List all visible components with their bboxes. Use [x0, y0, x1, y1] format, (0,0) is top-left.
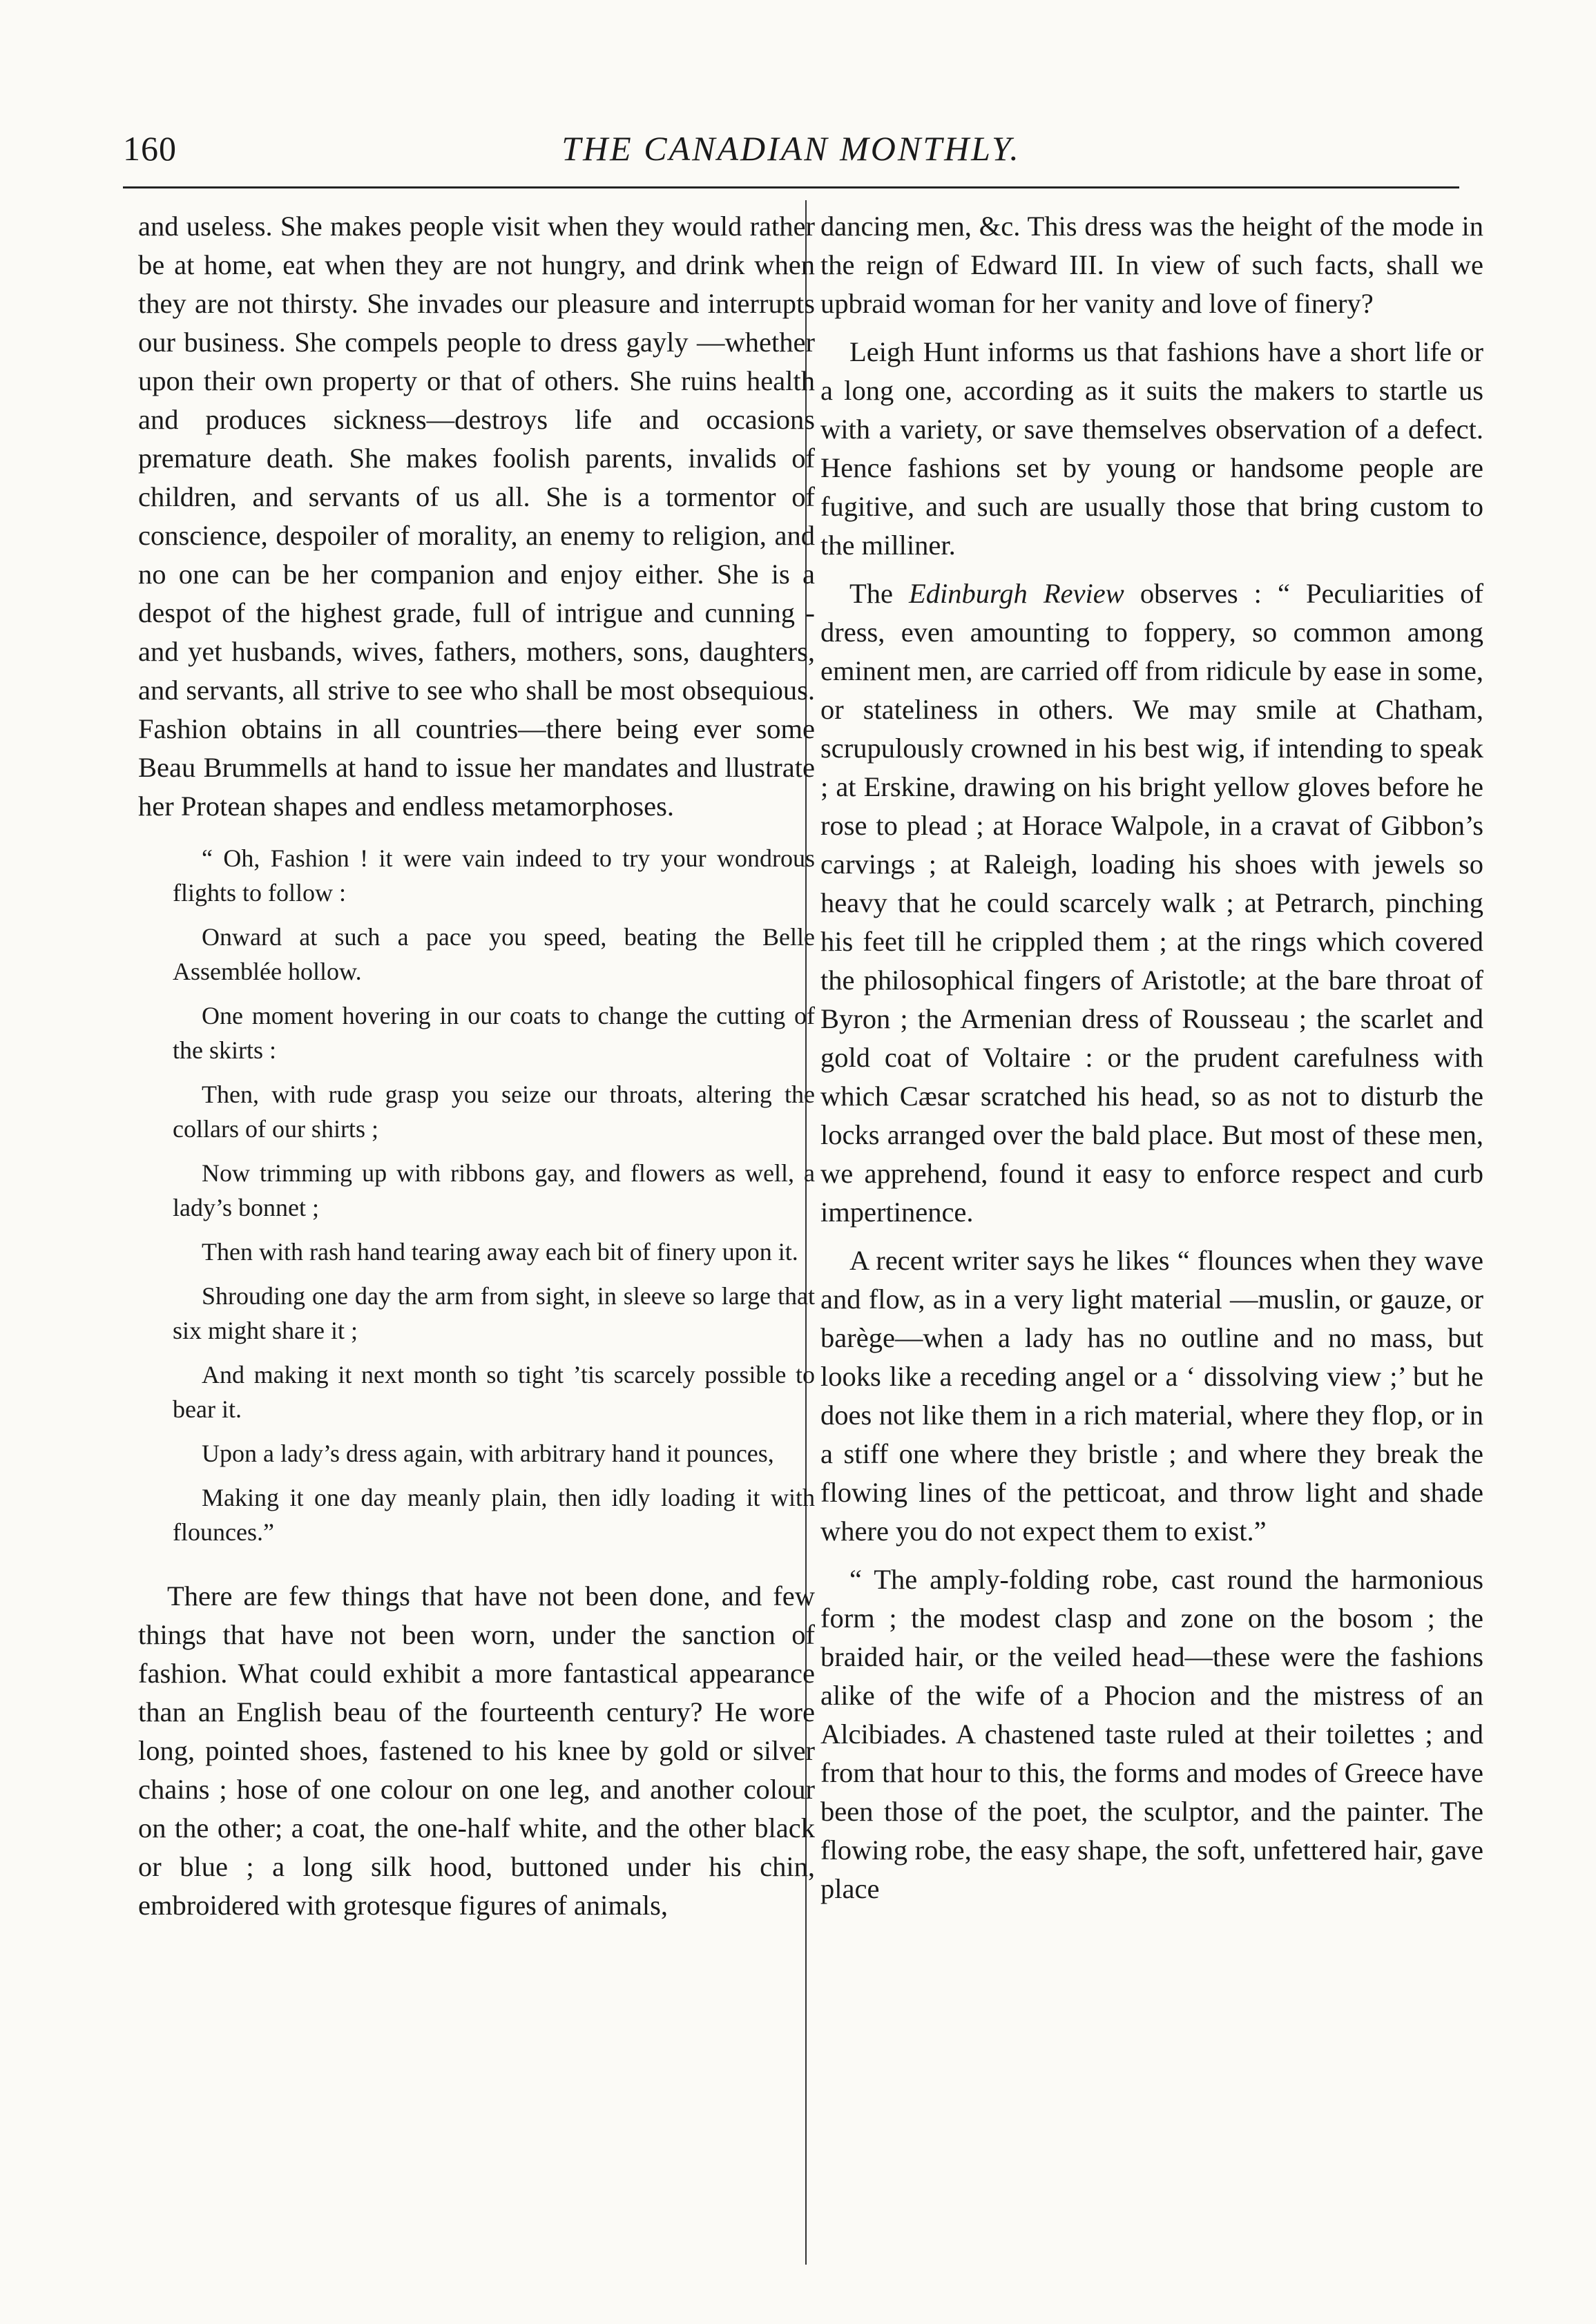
poem-line: And making it next month so tight ’tis scarcely possible to bear it. — [173, 1361, 815, 1423]
poem-line: Then with rash hand tearing away each bit of finery upon it. — [202, 1238, 798, 1266]
paragraph-lead: The — [849, 578, 893, 609]
publication-title: Edinburgh Review — [909, 578, 1124, 609]
right-column — [820, 207, 1483, 1908]
paragraph: A recent writer says he likes “ flounces when they wave and flow, as in a very light material —muslin, or gauze, or barège—when a lady has no outline and no mass, but looks like a receding angel or a ‘ dissolving view ;’ but he does not like them in a rich material, where they flop, or in a stiff one where they bristle ; and where they break the flowing lines of the petticoat, and throw light and shade where you do not expect them to exist.” — [820, 1245, 1483, 1547]
header-rule — [123, 186, 1459, 188]
poem-block — [138, 841, 815, 1549]
running-title: THE CANADIAN MONTHLY. — [561, 129, 1021, 168]
paragraph-text: observes : “ Peculiarities of dress, even amounting to foppery, so common among eminent men, are carried off from ridicule by ease in some, or stateliness in others. We may smile at Chatham, scrupulously crowned in his best wig, if intending to speak ; at Erskine, drawing on his bright yellow gloves before he rose to plead ; at Horace Walpole, in a cravat of Gibbon’s carvings ; at Raleigh, loading his shoes with jewels so heavy that he could scarcely walk ; at Petrarch, pinching his feet till he crippled them ; at the rings which covered the philosophical fingers of Aristotle; at the bare throat of Byron ; the Armenian dress of Rousseau ; the scarlet and gold coat of Voltaire : or the prudent carefulness with which Cæsar scratched his head, so as not to disturb the locks arranged over the bald place. But most of these men, we apprehend, found it easy to enforce respect and curb impertinence. — [820, 578, 1484, 1228]
paragraph — [820, 574, 1483, 1232]
poem-line: Upon a lady’s dress again, with arbitrary hand it pounces, — [202, 1440, 774, 1467]
poem-line: Making it one day meanly plain, then idly loading it with flounces.” — [173, 1484, 815, 1546]
poem-line: Then, with rude grasp you seize our throats, altering the collars of our shirts ; — [173, 1081, 815, 1143]
paragraph: Leigh Hunt informs us that fashions have a short life or a long one, according as it suits the makers to startle us with a variety, or save themselves observation of a defect. Hence fashions set by young or handsome people are fugitive, and such are usually those that bring custom to the milliner. — [820, 336, 1483, 561]
paragraph: and useless. She makes people visit when they would rather be at home, eat when they are not hungry, and drink when they are not thirsty. She invades our pleasure and interrupts our business. She compels people to dress gayly —whether upon their own property or that of others. She ruins health and produces sickness—destroys life and occasions premature death. She makes foolish parents, invalids of children, and servants of us all. She is a tormentor of conscience, despoiler of morality, an enemy to religion, and no one can be her companion and enjoy either. She is a despot of the highest grade, full of intrigue and cunning - and yet husbands, wives, fathers, mothers, sons, daughters, and servants, all strive to see who shall be most obsequious. Fashion obtains in all countries—there being ever some Beau Brummells at hand to issue her mandates and llustrate her Protean shapes and endless metamorphoses. — [138, 211, 815, 822]
poem-line: Now trimming up with ribbons gay, and flowers as well, a lady’s bonnet ; — [173, 1159, 815, 1221]
poem-line: Shrouding one day the arm from sight, in sleeve so large that six might share it ; — [173, 1282, 815, 1344]
poem-line: “ Oh, Fashion ! it were vain indeed to try your wondrous flights to follow : — [173, 844, 815, 907]
left-column — [138, 207, 815, 1925]
paragraph: There are few things that have not been done, and few things that have not been worn, under the sanction of fashion. What could exhibit a more fantastical appearance than an English beau of the fourteenth century? He wore long, pointed shoes, fastened to his knee by gold or silver chains ; hose of one colour on one leg, and another colour on the other; a coat, the one-half white, and the other black or blue ; a long silk hood, buttoned under his chin, embroidered with grotesque figures of animals, — [138, 1580, 815, 1921]
poem-line: One moment hovering in our coats to change the cutting of the skirts : — [173, 1002, 815, 1064]
page-number: 160 — [123, 129, 177, 168]
poem-line: Onward at such a pace you speed, beating the Belle Assemblée hollow. — [173, 923, 815, 985]
page-header — [123, 128, 1459, 184]
paragraph: “ The amply-folding robe, cast round the harmonious form ; the modest clasp and zone on the bosom ; the braided hair, or the veiled head—these were the fashions alike of the wife of a Phocion and the mistress of an Alcibiades. A chastened taste ruled at their toilettes ; and from that hour to this, the forms and modes of Greece have been those of the poet, the sculptor, and the painter. The flowing robe, the easy shape, the soft, unfettered hair, gave place — [820, 1564, 1483, 1904]
paragraph: dancing men, &c. This dress was the height of the mode in the reign of Edward III. In view of such facts, shall we upbraid woman for her vanity and love of finery? — [820, 211, 1483, 319]
